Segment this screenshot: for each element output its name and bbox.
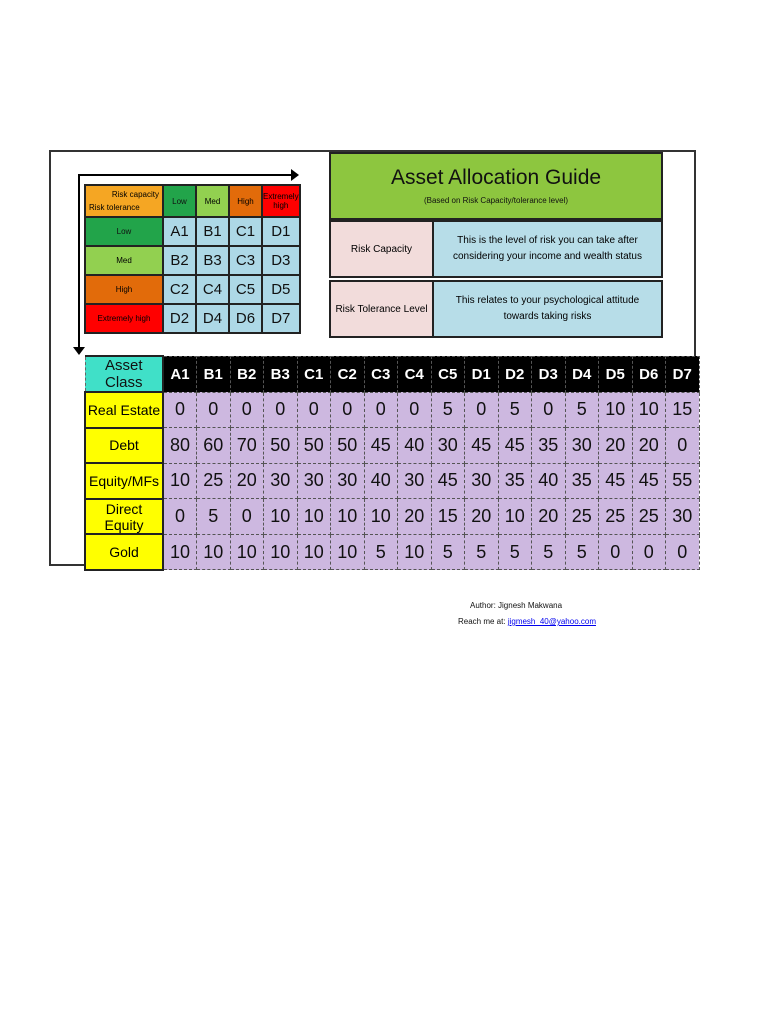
allocation-value: 10 (498, 499, 532, 535)
allocation-row (85, 392, 699, 428)
matrix-row-header: Low (85, 217, 163, 246)
allocation-value: 50 (297, 428, 331, 464)
allocation-value: 50 (264, 428, 298, 464)
matrix-cell: D6 (229, 304, 262, 333)
allocation-value: 5 (498, 534, 532, 570)
allocation-value: 25 (565, 499, 599, 535)
allocation-value: 10 (163, 534, 197, 570)
allocation-value: 35 (498, 463, 532, 499)
email-link[interactable]: jigmesh_40@yahoo.com (507, 617, 596, 626)
matrix-cell: D5 (262, 275, 300, 304)
matrix-cell: D4 (196, 304, 229, 333)
allocation-value: 45 (632, 463, 666, 499)
asset-class-label: Direct Equity (85, 499, 163, 535)
matrix-corner-header (85, 185, 163, 217)
matrix-cell: D7 (262, 304, 300, 333)
allocation-col-header: B2 (230, 356, 264, 392)
allocation-value: 10 (398, 534, 432, 570)
allocation-row (85, 534, 699, 570)
allocation-value: 0 (632, 534, 666, 570)
allocation-col-header: D7 (666, 356, 700, 392)
allocation-value: 40 (398, 428, 432, 464)
allocation-value: 10 (297, 499, 331, 535)
allocation-value: 0 (163, 499, 197, 535)
allocation-col-header: D3 (532, 356, 566, 392)
matrix-cell: C5 (229, 275, 262, 304)
allocation-col-header: D4 (565, 356, 599, 392)
allocation-col-header: C1 (297, 356, 331, 392)
allocation-col-header: B3 (264, 356, 298, 392)
allocation-value: 20 (599, 428, 633, 464)
matrix-cell: B2 (163, 246, 196, 275)
matrix-col-header: Med (196, 185, 229, 217)
allocation-value: 30 (297, 463, 331, 499)
allocation-value: 10 (297, 534, 331, 570)
allocation-value: 0 (364, 392, 398, 428)
guide-header (329, 152, 663, 220)
allocation-row (85, 428, 699, 464)
allocation-value: 10 (331, 499, 365, 535)
matrix-cell: A1 (163, 217, 196, 246)
asset-class-label: Debt (85, 428, 163, 464)
allocation-value: 55 (666, 463, 700, 499)
allocation-value: 45 (465, 428, 499, 464)
allocation-value: 20 (532, 499, 566, 535)
allocation-value: 45 (431, 463, 465, 499)
reach-label: Reach me at: (458, 617, 506, 626)
allocation-value: 25 (197, 463, 231, 499)
allocation-value: 10 (264, 499, 298, 535)
risk-tolerance-arrow (78, 174, 80, 349)
allocation-guide-panel (329, 152, 663, 340)
guide-title: Asset Allocation Guide (390, 166, 602, 189)
allocation-value: 20 (398, 499, 432, 535)
allocation-value: 5 (465, 534, 499, 570)
allocation-value: 20 (230, 463, 264, 499)
allocation-value: 0 (230, 392, 264, 428)
allocation-value: 40 (532, 463, 566, 499)
risk-capacity-arrow (78, 174, 293, 176)
allocation-value: 10 (331, 534, 365, 570)
allocation-value: 0 (465, 392, 499, 428)
risk-capacity-term: Risk Capacity (331, 222, 434, 276)
allocation-value: 30 (398, 463, 432, 499)
allocation-col-header: B1 (197, 356, 231, 392)
allocation-value: 45 (599, 463, 633, 499)
risk-capacity-label: Risk capacity (111, 190, 159, 199)
matrix-row-header: Med (85, 246, 163, 275)
matrix-row-header: High (85, 275, 163, 304)
asset-class-label: Equity/MFs (85, 463, 163, 499)
allocation-col-header: C3 (364, 356, 398, 392)
allocation-value: 70 (230, 428, 264, 464)
allocation-value: 45 (498, 428, 532, 464)
allocation-col-header: C4 (398, 356, 432, 392)
contact-line (458, 617, 596, 626)
allocation-value: 40 (364, 463, 398, 499)
allocation-value: 20 (465, 499, 499, 535)
risk-matrix (84, 184, 301, 334)
allocation-value: 50 (331, 428, 365, 464)
allocation-value: 5 (364, 534, 398, 570)
allocation-value: 30 (565, 428, 599, 464)
author-credit: Author: Jignesh Makwana (470, 601, 563, 610)
guide-subtitle: (Based on Risk Capacity/tolerance level) (423, 196, 569, 205)
risk-tolerance-term: Risk Tolerance Level (331, 282, 434, 336)
matrix-cell: D1 (262, 217, 300, 246)
allocation-value: 0 (398, 392, 432, 428)
allocation-value: 45 (364, 428, 398, 464)
risk-tolerance-label: Risk tolerance (89, 203, 140, 212)
allocation-value: 0 (331, 392, 365, 428)
allocation-value: 10 (632, 392, 666, 428)
allocation-value: 35 (565, 463, 599, 499)
allocation-value: 15 (431, 499, 465, 535)
allocation-value: 10 (364, 499, 398, 535)
allocation-value: 5 (565, 534, 599, 570)
allocation-header-row (85, 356, 699, 392)
matrix-cell: C1 (229, 217, 262, 246)
allocation-value: 25 (632, 499, 666, 535)
allocation-col-header: C5 (431, 356, 465, 392)
matrix-row-header: Extremely high (85, 304, 163, 333)
allocation-value: 0 (230, 499, 264, 535)
matrix-cell: B1 (196, 217, 229, 246)
allocation-col-header: D1 (465, 356, 499, 392)
risk-tolerance-description: This relates to your psychological attitude towards taking risks (434, 282, 661, 336)
allocation-col-header: D6 (632, 356, 666, 392)
allocation-value: 80 (163, 428, 197, 464)
allocation-value: 30 (331, 463, 365, 499)
asset-allocation-table (84, 355, 700, 571)
guide-row-risk-capacity (329, 220, 663, 278)
allocation-col-header: A1 (163, 356, 197, 392)
allocation-value: 0 (532, 392, 566, 428)
allocation-value: 0 (666, 428, 700, 464)
allocation-value: 30 (666, 499, 700, 535)
matrix-col-header: High (229, 185, 262, 217)
asset-class-header: Asset Class (85, 356, 163, 392)
matrix-cell: B3 (196, 246, 229, 275)
allocation-value: 30 (431, 428, 465, 464)
guide-row-risk-tolerance (329, 280, 663, 338)
allocation-value: 5 (565, 392, 599, 428)
allocation-value: 0 (599, 534, 633, 570)
matrix-cell: C2 (163, 275, 196, 304)
allocation-value: 5 (431, 534, 465, 570)
matrix-col-header: Low (163, 185, 196, 217)
allocation-value: 35 (532, 428, 566, 464)
allocation-value: 10 (163, 463, 197, 499)
allocation-col-header: D5 (599, 356, 633, 392)
allocation-value: 0 (197, 392, 231, 428)
matrix-cell: D2 (163, 304, 196, 333)
allocation-value: 10 (599, 392, 633, 428)
risk-capacity-description: This is the level of risk you can take after considering your income and wealth status (434, 222, 661, 276)
allocation-value: 20 (632, 428, 666, 464)
matrix-cell: C3 (229, 246, 262, 275)
allocation-row (85, 499, 699, 535)
allocation-col-header: C2 (331, 356, 365, 392)
allocation-value: 30 (264, 463, 298, 499)
allocation-value: 0 (666, 534, 700, 570)
asset-class-label: Gold (85, 534, 163, 570)
allocation-value: 60 (197, 428, 231, 464)
allocation-value: 0 (297, 392, 331, 428)
matrix-cell: D3 (262, 246, 300, 275)
allocation-value: 5 (431, 392, 465, 428)
allocation-value: 5 (532, 534, 566, 570)
allocation-value: 10 (230, 534, 264, 570)
allocation-value: 0 (163, 392, 197, 428)
allocation-value: 10 (264, 534, 298, 570)
allocation-value: 10 (197, 534, 231, 570)
allocation-row (85, 463, 699, 499)
allocation-value: 30 (465, 463, 499, 499)
allocation-value: 0 (264, 392, 298, 428)
allocation-value: 5 (197, 499, 231, 535)
matrix-cell: C4 (196, 275, 229, 304)
allocation-value: 15 (666, 392, 700, 428)
allocation-value: 25 (599, 499, 633, 535)
matrix-col-header: Extremely high (262, 185, 300, 217)
asset-class-label: Real Estate (85, 392, 163, 428)
allocation-value: 5 (498, 392, 532, 428)
allocation-col-header: D2 (498, 356, 532, 392)
